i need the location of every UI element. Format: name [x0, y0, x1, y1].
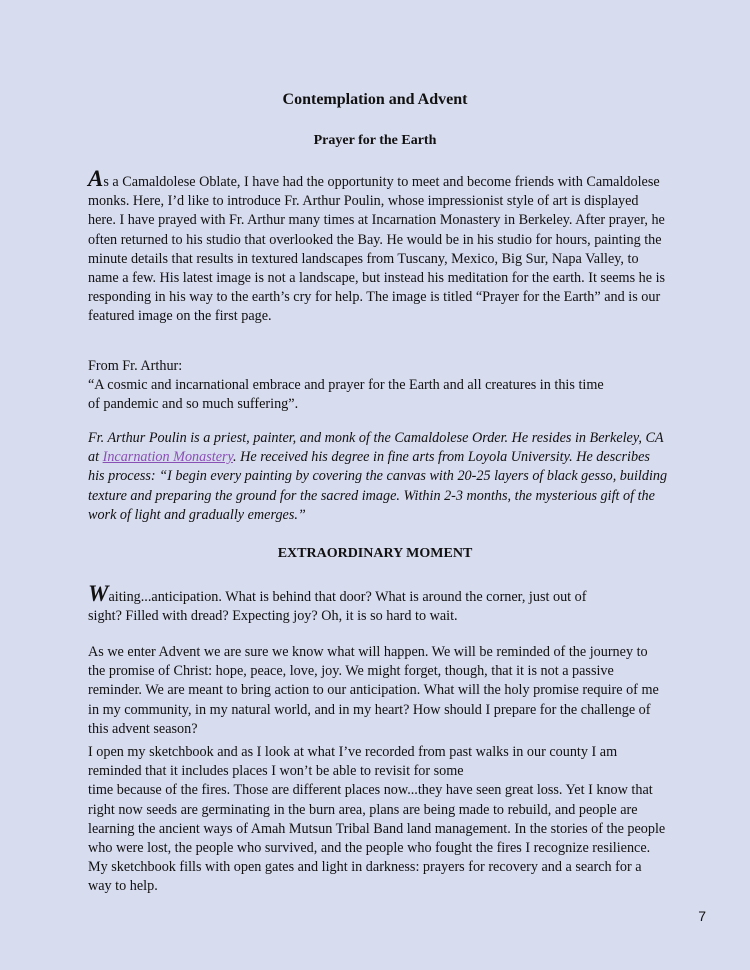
sketchbook-paragraph: [88, 743, 668, 897]
section-heading: EXTRAORDINARY MOMENT: [277, 546, 473, 561]
quote-line-2: of pandemic and so much suffering”.: [88, 396, 299, 413]
bio-text-end: . He received his degree in fine arts from Loyola University. He describes his process: “I begin every painting by covering the canvas with 20-25 layers of black gesso, building texture and preparing the ground for the sacred image. Within 2-3 months, the mysterious gift of the work of light and gradually emerges.”: [88, 449, 668, 523]
waiting-text: aiting...anticipation. What is behind that door? What is around the corner, just out of sight? Filled with dread? Expecting joy? Oh, it is so hard to wait.: [88, 589, 587, 625]
sketchbook-line-1: I open my sketchbook and as I look at what I’ve recorded from past walks in our county I am reminded that it includes places I won’t be able to revisit for some: [88, 744, 618, 780]
intro-paragraph: [88, 166, 668, 327]
page-number: 7: [698, 908, 706, 924]
advent-paragraph: [88, 643, 668, 739]
waiting-paragraph: [88, 581, 618, 626]
section-subtitle: Prayer for the Earth: [313, 133, 437, 148]
drop-cap-w: W: [88, 581, 109, 606]
quote-line-1: “A cosmic and incarnational embrace and prayer for the Earth and all creatures in this time: [88, 377, 604, 394]
intro-text: s a Camaldolese Oblate, I have had the opportunity to meet and become friends with Camaldolese monks. Here, I’d like to introduce Fr. Arthur Poulin, whose impressionist style of art is displayed here. I have prayed with Fr. Arthur many times at Incarnation Monastery in Berkeley. After prayer, he often returned to his studio that overlooked the Bay. He would be in his studio for hours, painting the minute details that results in textured landscapes from Tuscany, Mexico, Big Sur, Napa Valley, to name a few. His latest image is not a landscape, but instead his meditation for the earth. It seems he is responding in his way to the earth’s cry for help. The image is titled “Prayer for the Earth” and is our featured image on the first page.: [88, 174, 666, 325]
sketchbook-text: time because of the fires. Those are different places now...they have seen great loss. Yet I know that right now seeds are germinating in the burn area, plans are being made to rebuild, and people are learning the ancient ways of Amah Mutsun Tribal Band land management. In the stories of the people who were lost, the people who survived, and the people who fought the fires I recognize resilience. My sketchbook fills with open gates and light in darkness: prayers for recovery and a search for a way to help.: [88, 782, 666, 895]
quote-block: [88, 357, 668, 415]
page-title: Contemplation and Advent: [282, 91, 468, 108]
advent-text: As we enter Advent we are sure we know what will happen. We will be reminded of the journey to the promise of Christ: hope, peace, love, joy. We might forget, though, that it is not a passive reminder. We are meant to bring action to our anticipation. What will the holy promise require of me in my community, in my natural world, and in my heart? How should I prepare for the challenge of this advent season?: [88, 644, 659, 737]
incarnation-monastery-link[interactable]: Incarnation Monastery: [102, 449, 234, 466]
bio-paragraph: [88, 429, 668, 525]
bio-text-start: Fr. Arthur Poulin is a priest, painter, and monk of the Camaldolese Order. He resides in Berkeley, CA at: [88, 430, 664, 466]
drop-cap: A: [88, 166, 104, 191]
quote-intro: From Fr. Arthur:: [88, 358, 183, 374]
